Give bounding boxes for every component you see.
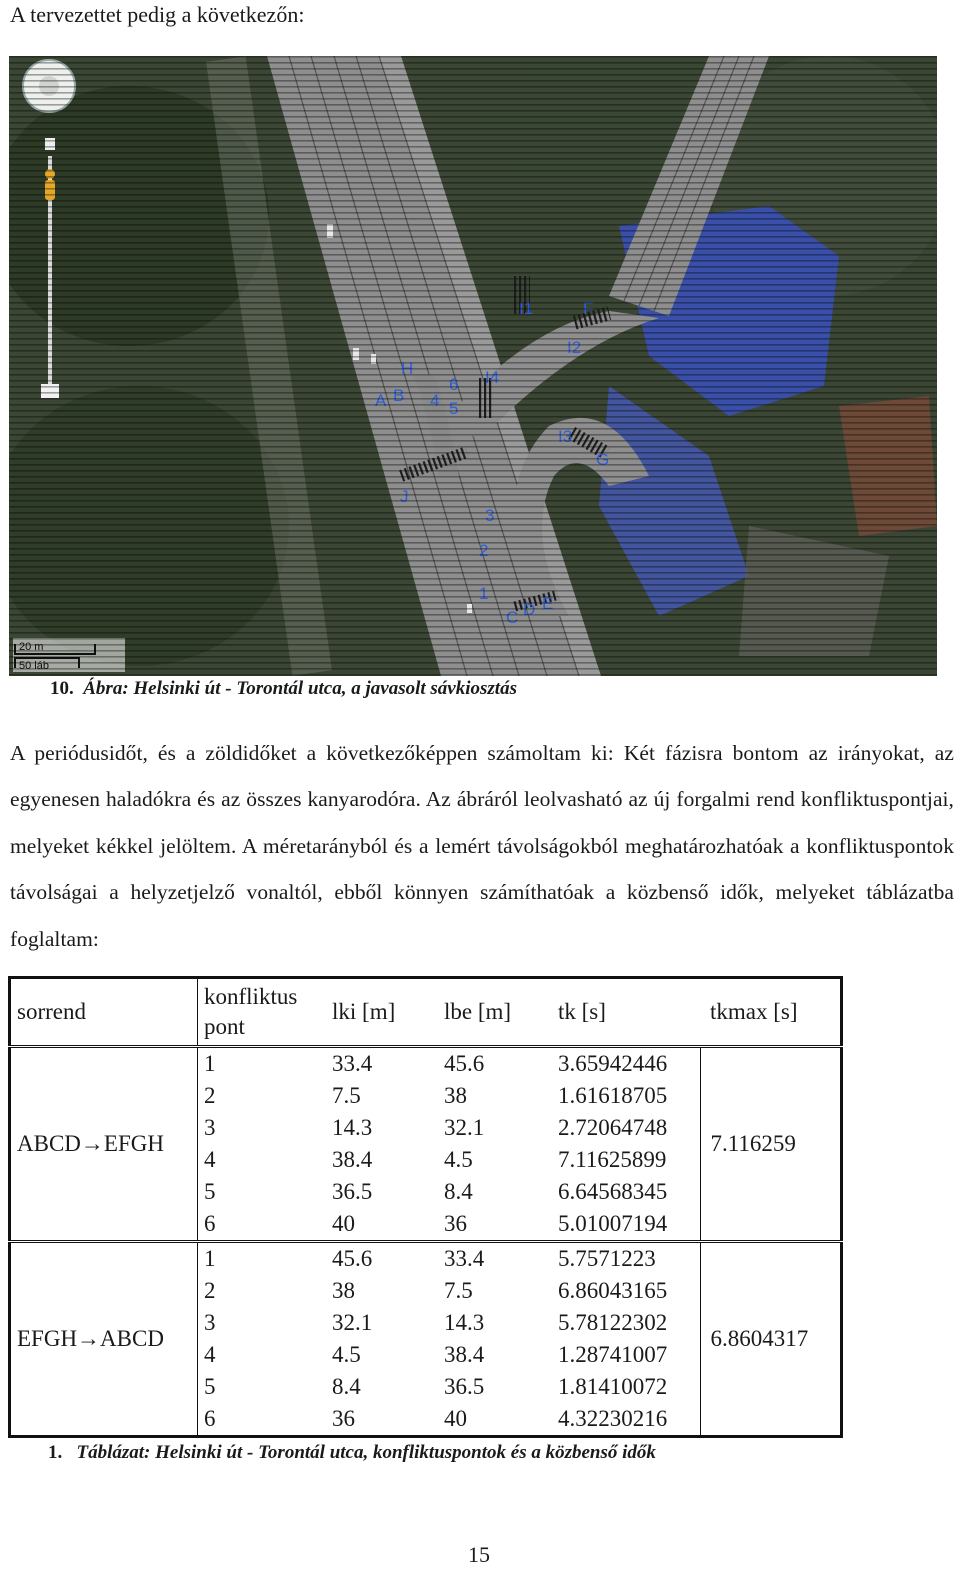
table-cell: 5: [204, 1374, 216, 1399]
table-cell: 45.6: [444, 1051, 485, 1076]
order-cell: ABCD→EFGH: [10, 1047, 198, 1242]
table-cell: 36: [444, 1211, 467, 1236]
table-cell: 38.4: [332, 1147, 373, 1172]
table-cell: 38: [444, 1083, 467, 1108]
table-row: [10, 1242, 842, 1276]
table-cell: 8.4: [444, 1179, 473, 1204]
table-cell: 4: [204, 1342, 216, 1367]
table-caption-text: Táblázat: Helsinki út - Torontál utca, konfliktuspontok és a közbenső idők: [76, 1442, 656, 1463]
table-cell: 38.4: [444, 1342, 485, 1367]
table-cell: 7.11625899: [552, 1144, 700, 1176]
figure-caption: [50, 678, 517, 700]
table-cell: 1.61618705: [552, 1080, 700, 1112]
table-cell: 7.5: [444, 1278, 473, 1303]
table-cell: 6.64568345: [552, 1176, 700, 1208]
table-cell: 6.86043165: [552, 1275, 700, 1307]
table-header-cell: konfliktus pont: [204, 984, 298, 1039]
table-cell: 5.78122302: [552, 1307, 700, 1339]
table-row: [10, 1047, 842, 1081]
table-cell: 36.5: [444, 1374, 485, 1399]
table-header-cell: tk [s]: [558, 999, 606, 1024]
conflict-points-table: [8, 976, 843, 1438]
table-cell: 5.01007194: [552, 1208, 700, 1242]
table-cell: 7.5: [332, 1083, 361, 1108]
order-cell: EFGH→ABCD: [10, 1242, 198, 1437]
table-cell: 38: [332, 1278, 355, 1303]
intro-line: A tervezettet pedig a következőn:: [10, 2, 305, 27]
table-cell: 4.5: [332, 1342, 361, 1367]
table-cell: 1: [204, 1051, 216, 1076]
table-cell: 4: [204, 1147, 216, 1172]
table-cell: 3.65942446: [552, 1047, 700, 1081]
figure-caption-text: Ábra: Helsinki út - Torontál utca, a javasolt sávkiosztás: [83, 678, 517, 699]
table-cell: 5.7571223: [552, 1242, 700, 1276]
table-cell: 36.5: [332, 1179, 373, 1204]
table-header-row: [10, 978, 842, 1047]
table-caption: [48, 1442, 656, 1464]
table-cell: 1.81410072: [552, 1371, 700, 1403]
table-cell: 1: [204, 1246, 216, 1271]
tkmax-cell: 7.116259: [710, 1131, 796, 1156]
table-cell: 40: [444, 1406, 467, 1431]
table-cell: 14.3: [444, 1310, 485, 1335]
table-cell: 8.4: [332, 1374, 361, 1399]
table-cell: 40: [332, 1211, 355, 1236]
table-cell: 3: [204, 1115, 216, 1140]
table-cell: 5: [204, 1179, 216, 1204]
table-cell: 3: [204, 1310, 216, 1335]
table-header-cell: sorrend: [10, 978, 198, 1047]
table-cell: 14.3: [332, 1115, 373, 1140]
table-cell: 6: [204, 1406, 216, 1431]
table-cell: 4.32230216: [552, 1403, 700, 1437]
table-cell: 2.72064748: [552, 1112, 700, 1144]
intersection-map: [9, 56, 937, 676]
table-header-cell: lki [m]: [332, 999, 396, 1024]
table-cell: 4.5: [444, 1147, 473, 1172]
table-cell: 2: [204, 1278, 216, 1303]
conflict-points-table-wrapper: [8, 976, 843, 1438]
table-cell: 33.4: [444, 1246, 485, 1271]
tkmax-cell: 6.8604317: [710, 1326, 809, 1351]
table-header-cell: lbe [m]: [444, 999, 512, 1024]
body-paragraph: A periódusidőt, és a zöldidőket a következőképpen számoltam ki: Két fázisra bontom az irányokat, az egyenesen haladókra és az összes kanyarodóra. Az ábráról leolvasható az új forgalmi rend konfliktuspontjai, melyeket kékkel jelöltem. A méretarányból és a lemért távolságokból meghatározhatóak a konfliktuspontok távolságai a helyzetjelző vonaltól, ebből könnyen számíthatóak a közbenső idők, melyeket táblázatba foglaltam:: [10, 741, 954, 951]
table-cell: 2: [204, 1083, 216, 1108]
table-header-cell: tkmax [s]: [710, 999, 798, 1024]
figure-caption-number: 10.: [50, 678, 74, 699]
table-cell: 6: [204, 1211, 216, 1236]
table-cell: 1.28741007: [552, 1339, 700, 1371]
table-caption-number: 1.: [48, 1442, 63, 1463]
table-cell: 32.1: [332, 1310, 373, 1335]
table-cell: 36: [332, 1406, 355, 1431]
page-number: 15: [468, 1542, 490, 1567]
table-cell: 45.6: [332, 1246, 373, 1271]
table-cell: 32.1: [444, 1115, 485, 1140]
table-cell: 33.4: [332, 1051, 373, 1076]
